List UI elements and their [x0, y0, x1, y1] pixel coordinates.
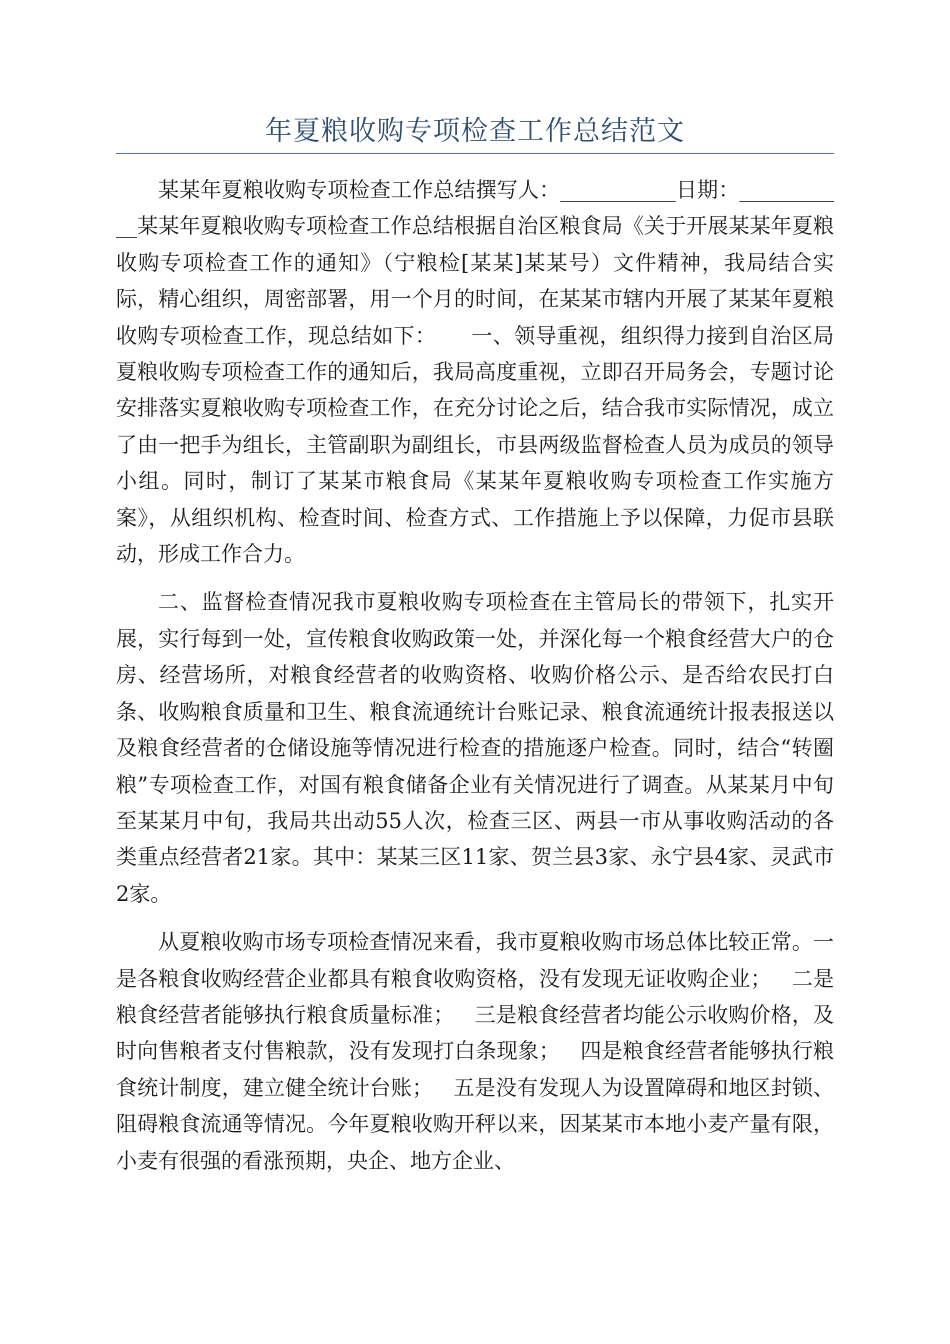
document-body	[116, 172, 834, 1191]
paragraph-1: 某某年夏粮收购专项检查工作总结撰写人：___________日期：___________某某年夏粮收购专项检查工作总结根据自治区粮食局《关于开展某某年夏粮收购专项检查工作的通知》（宁粮检[某某]某某号）文件精神，我局结合实际，精心组织，周密部署，用一个月的时间，在某某市辖内开展了某某年夏粮收购专项检查工作，现总结如下： 一、领导重视，组织得力接到自治区局夏粮收购专项检查工作的通知后，我局高度重视，立即召开局务会，专题讨论安排落实夏粮收购专项检查工作，在充分讨论之后，结合我市实际情况，成立了由一把手为组长，主管副职为副组长，市县两级监督检查人员为成员的领导小组。同时，制订了某某市粮食局《某某年夏粮收购专项检查工作实施方案》，从组织机构、检查时间、检查方式、工作措施上予以保障，力促市县联动，形成工作合力。	[116, 178, 834, 567]
paragraph-3: 从夏粮收购市场专项检查情况来看，我市夏粮收购市场总体比较正常。一是各粮食收购经营企业都具有粮食收购资格，没有发现无证收购企业； 二是粮食经营者能够执行粮食质量标准； 三是粮食经营者均能公示收购价格，及时向售粮者支付售粮款，没有发现打白条现象； 四是粮食经营者能够执行粮食统计制度，建立健全统计台账； 五是没有发现人为设置障碍和地区封锁、阻碍粮食流通等情况。今年夏粮收购开秤以来，因某某市本地小麦产量有限，小麦有很强的看涨预期，央企、地方企业、	[116, 930, 834, 1173]
title-underline	[116, 153, 834, 154]
paragraph-2: 二、监督检查情况我市夏粮收购专项检查在主管局长的带领下，扎实开展，实行每到一处，宣传粮食收购政策一处，并深化每一个粮食经营大户的仓房、经营场所，对粮食经营者的收购资格、收购价格公示、是否给农民打白条、收购粮食质量和卫生、粮食流通统计台账记录、粮食流通统计报表报送以及粮食经营者的仓储设施等情况进行检查的措施逐户检查。同时，结合“转圈粮”专项检查工作，对国有粮食储备企业有关情况进行了调查。从某某月中旬至某某月中旬，我局共出动55人次，检查三区、两县一市从事收购活动的各类重点经营者21家。其中：某某三区11家、贺兰县3家、永宁县4家、灵武市2家。	[116, 590, 834, 906]
page-title: 年夏粮收购专项检查工作总结范文	[265, 116, 685, 147]
